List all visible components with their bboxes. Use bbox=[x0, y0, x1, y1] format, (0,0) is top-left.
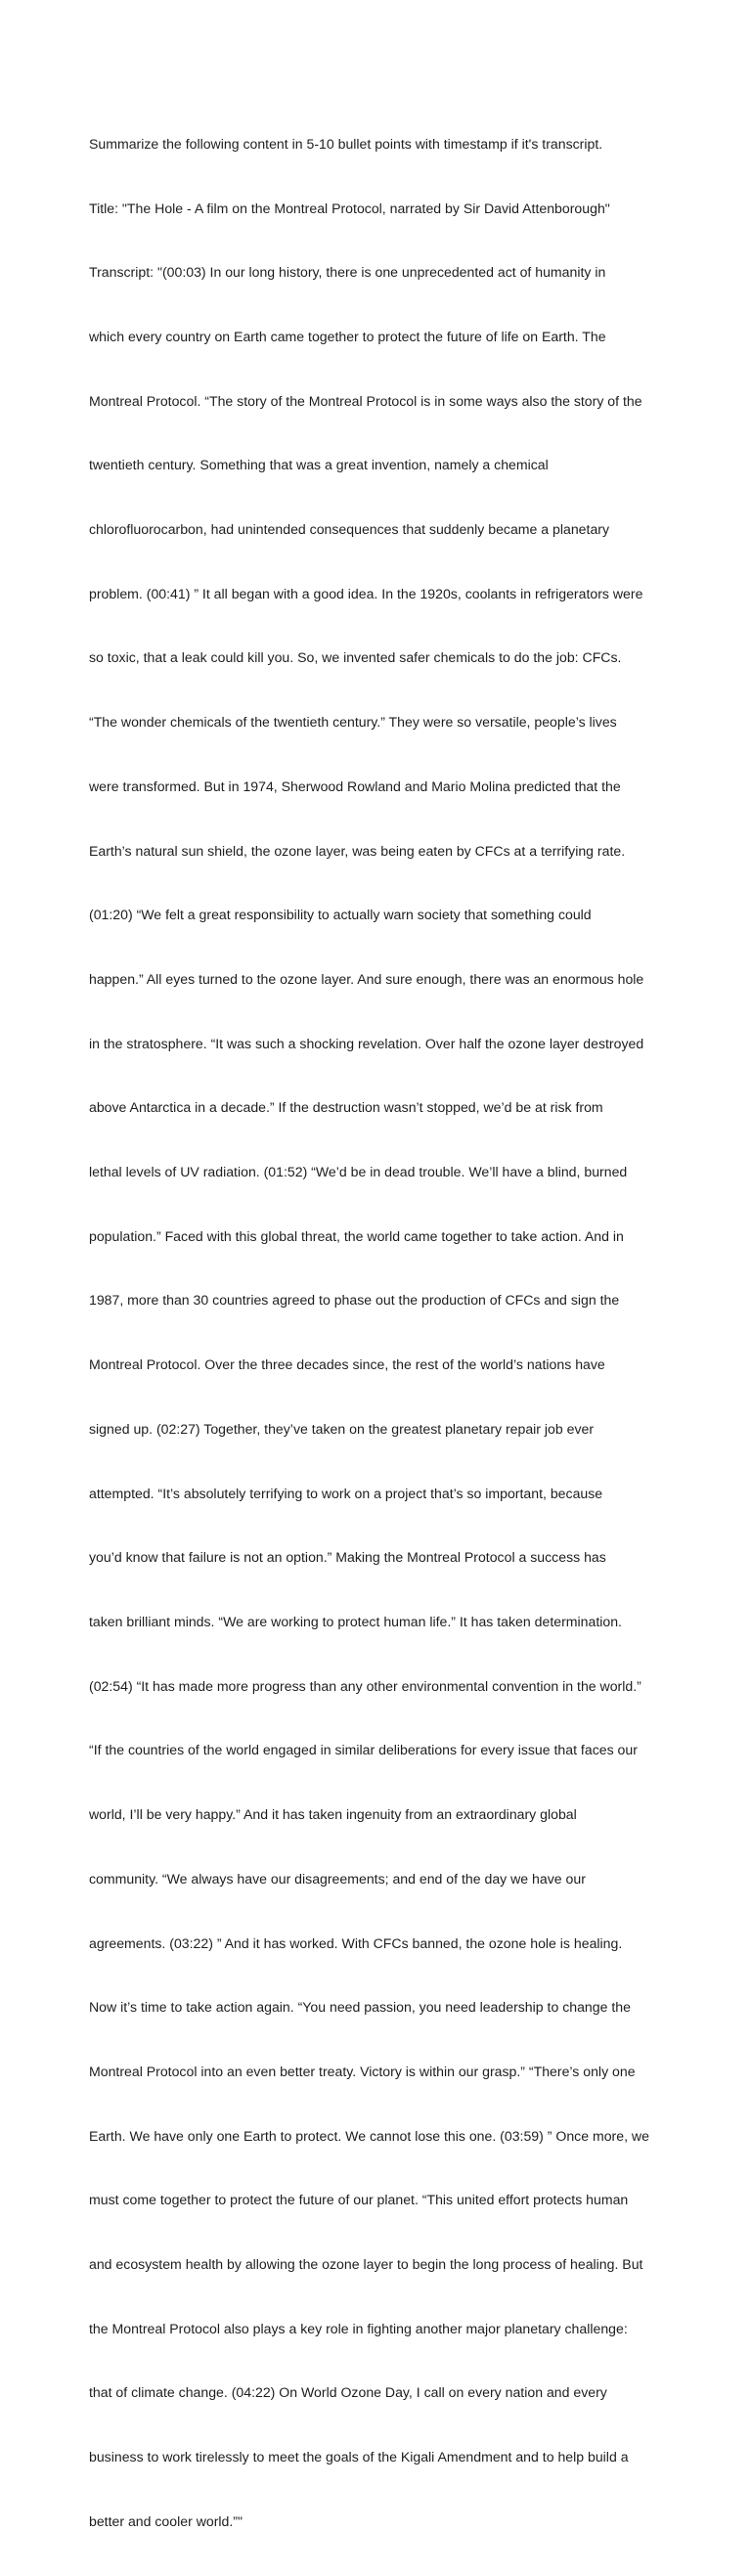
text-line: the Montreal Protocol also plays a key role in fighting another major planetary challenge: bbox=[89, 2320, 628, 2336]
text-line: attempted. “It’s absolutely terrifying to work on a project that’s so important, because bbox=[89, 1485, 603, 1501]
text-line: 1987, more than 30 countries agreed to phase out the production of CFCs and sign the bbox=[89, 1292, 620, 1309]
text-line: Montreal Protocol. Over the three decades since, the rest of the world’s nations have bbox=[89, 1356, 605, 1373]
text-line: you’d know that failure is not an option.” Making the Montreal Protocol a success has bbox=[89, 1549, 606, 1566]
text-line: Montreal Protocol into an even better treaty. Victory is within our grasp.” “There’s only one bbox=[89, 2063, 636, 2079]
text-line: above Antarctica in a decade.” If the destruction wasn’t stopped, we’d be at risk from bbox=[89, 1099, 603, 1116]
text-line: (02:54) “It has made more progress than any other environmental convention in the world.” bbox=[89, 1677, 641, 1694]
text-line: which every country on Earth came together to protect the future of life on Earth. The bbox=[89, 328, 606, 344]
text-line: Earth’s natural sun shield, the ozone layer, was being eaten by CFCs at a terrifying rate. bbox=[89, 842, 626, 859]
text-line: must come together to protect the future of our planet. “This united effort protects human bbox=[89, 2192, 629, 2208]
text-line: Now it’s time to take action again. “You need passion, you need leadership to change the bbox=[89, 1999, 631, 2016]
text-line: business to work tirelessly to meet the goals of the Kigali Amendment and to help build a bbox=[89, 2449, 629, 2465]
text-line: Earth. We have only one Earth to protect. We cannot lose this one. (03:59) ” Once more, we bbox=[89, 2127, 649, 2144]
text-line: (01:20) “We felt a great responsibility to actually warn society that something could bbox=[89, 907, 592, 923]
text-line: so toxic, that a leak could kill you. So, we invented safer chemicals to do the job: CFCs. bbox=[89, 649, 622, 666]
text-line: were transformed. But in 1974, Sherwood Rowland and Mario Molina predicted that the bbox=[89, 777, 621, 794]
text-line: “If the countries of the world engaged in similar deliberations for every issue that faces our bbox=[89, 1742, 638, 1758]
text-line: Montreal Protocol. “The story of the Montreal Protocol is in some ways also the story of the bbox=[89, 392, 642, 409]
text-line: agreements. (03:22) ” And it has worked. With CFCs banned, the ozone hole is healing. bbox=[89, 1934, 623, 1951]
text-line: world, I’ll be very happy.” And it has taken ingenuity from an extraordinary global bbox=[89, 1806, 577, 1823]
text-line: in the stratosphere. “It was such a shocking revelation. Over half the ozone layer destroyed bbox=[89, 1035, 644, 1051]
text-line: twentieth century. Something that was a great invention, namely a chemical bbox=[89, 457, 549, 473]
text-line: population.” Faced with this global threat, the world came together to take action. And in bbox=[89, 1227, 624, 1244]
text-line: better and cooler world.”" bbox=[89, 2512, 243, 2529]
prompt-text-block bbox=[89, 91, 676, 2576]
text-line: taken brilliant minds. “We are working to protect human life.” It has taken determination. bbox=[89, 1613, 622, 1629]
text-line: chlorofluorocarbon, had unintended consequences that suddenly became a planetary bbox=[89, 521, 610, 538]
text-line: Transcript: "(00:03) In our long history, there is one unprecedented act of humanity in bbox=[89, 264, 606, 281]
text-line: Summarize the following content in 5-10 bullet points with timestamp if it's transcript. bbox=[89, 135, 603, 152]
text-line: lethal levels of UV radiation. (01:52) “We’d be in dead trouble. We’ll have a blind, burned bbox=[89, 1164, 628, 1180]
text-line: happen.” All eyes turned to the ozone layer. And sure enough, there was an enormous hole bbox=[89, 970, 644, 987]
text-line: and ecosystem health by allowing the ozone layer to begin the long process of healing. But bbox=[89, 2256, 643, 2273]
text-line: Title: "The Hole - A film on the Montreal Protocol, narrated by Sir David Attenborough" bbox=[89, 200, 610, 216]
text-line: signed up. (02:27) Together, they’ve taken on the greatest planetary repair job ever bbox=[89, 1420, 595, 1437]
text-line: that of climate change. (04:22) On World Ozone Day, I call on every nation and every bbox=[89, 2384, 607, 2401]
text-line: problem. (00:41) ” It all began with a good idea. In the 1920s, coolants in refrigerators were bbox=[89, 585, 643, 601]
text-line: “The wonder chemicals of the twentieth century.” They were so versatile, people’s lives bbox=[89, 714, 617, 731]
text-line: community. “We always have our disagreements; and end of the day we have our bbox=[89, 1870, 586, 1887]
